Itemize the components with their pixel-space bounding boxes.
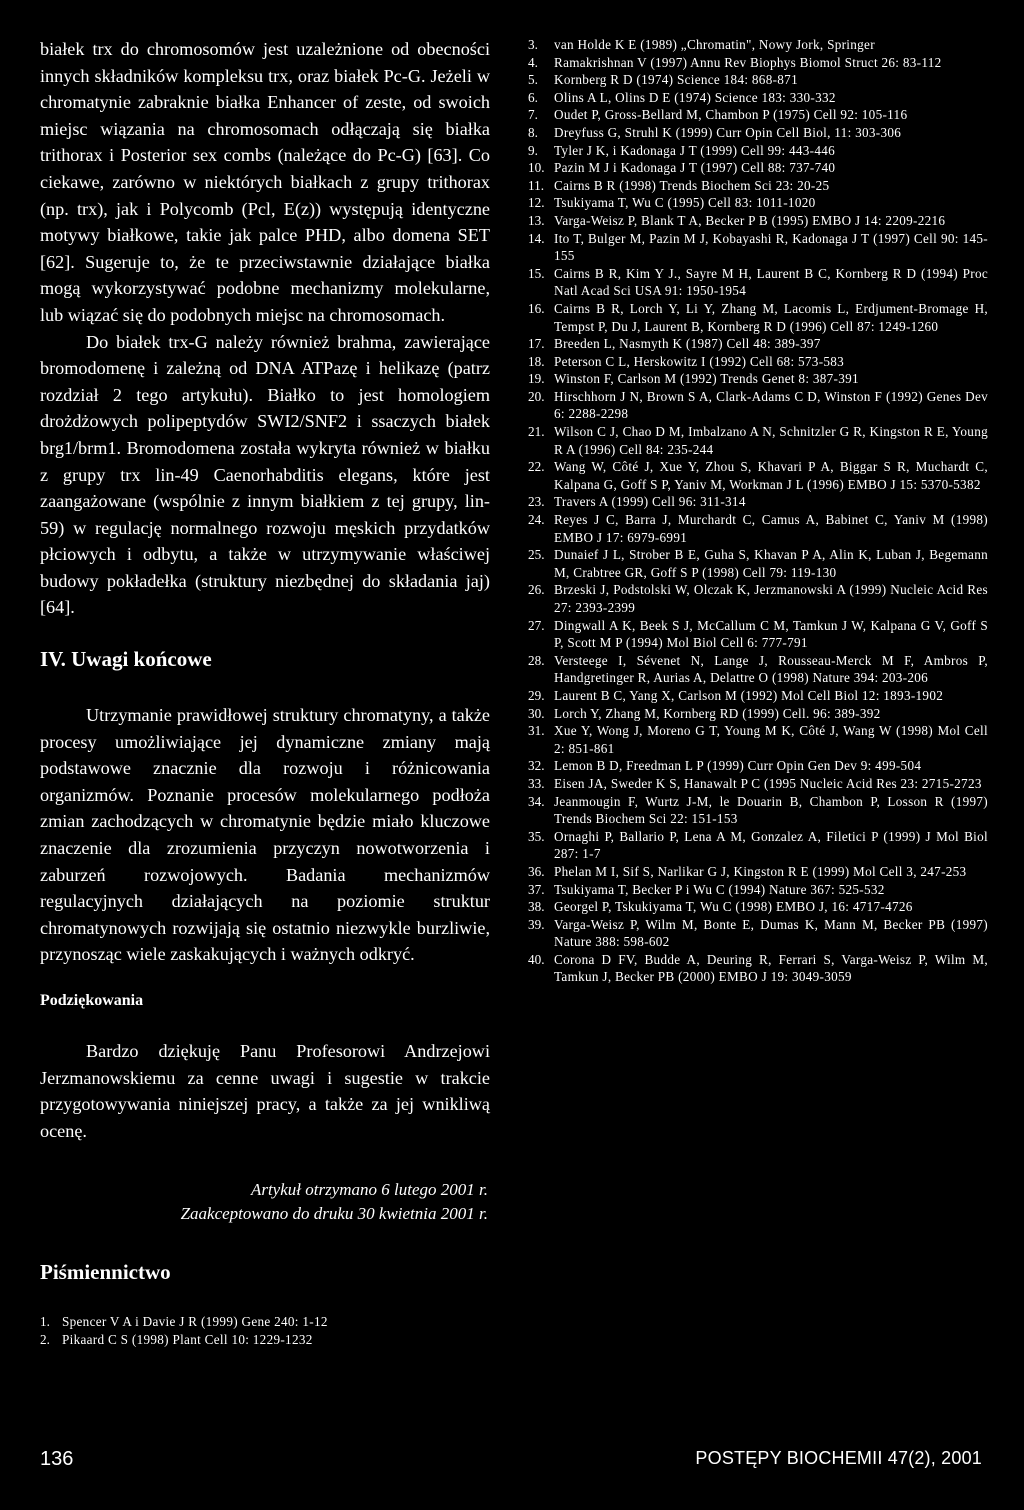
reference-text: Oudet P, Gross-Bellard M, Chambon P (1975) Cell 92: 105-116 [554, 107, 908, 123]
reference-text: Wilson C J, Chao D M, Imbalzano A N, Schnitzler G R, Kingston R E, Young R A (1996) Cell 84: 235-244 [554, 424, 988, 457]
reference-item [528, 493, 988, 511]
reference-text: Tsukiyama T, Wu C (1995) Cell 83: 1011-1020 [554, 195, 816, 211]
reference-item [528, 300, 988, 335]
reference-item [528, 212, 988, 230]
reference-number: 8. [528, 124, 538, 140]
reference-number: 3. [528, 37, 538, 52]
reference-number: 34. [528, 793, 545, 809]
reference-text: Ornaghi P, Ballario P, Lena A M, Gonzalez A, Filetici P (1999) J Mol Biol 287: 1-7 [554, 828, 988, 862]
acknowledgements-paragraph: Bardzo dziękuję Panu Profesorowi Andrzejowi Jerzmanowskiemu za cenne uwagi i sugestie w trakcie przygotowywania niniejszej pracy, a także za jej wnikliwą ocenę. [40, 1041, 490, 1141]
reference-item [528, 265, 988, 300]
reference-item [528, 36, 988, 54]
reference-text: Wang W, Côté J, Xue Y, Zhou S, Khavari P A, Biggar S R, Muchardt C, Kalpana G, Goff S P, Yaniv M, Workman J L (1996) EMBO J 15: 5370-5382 [554, 459, 988, 492]
reference-item [40, 1331, 490, 1349]
reference-item [528, 124, 988, 142]
received-date: Artykuł otrzymano 6 lutego 2001 r. [250, 1180, 488, 1200]
reference-text: Cairns B R (1998) Trends Biochem Sci 23: 20-25 [554, 177, 830, 193]
reference-text: Kornberg R D (1974) Science 184: 868-871 [554, 72, 798, 88]
reference-text: Reyes J C, Barra J, Murchardt C, Camus A, Babinet C, Yaniv M (1998) EMBO J 17: 6979-6991 [554, 512, 988, 545]
received-note [40, 1178, 490, 1226]
reference-text: Xue Y, Wong J, Moreno G T, Young M K, Côté J, Wang W (1998) Mol Cell 2: 851-861 [554, 723, 988, 756]
reference-number: 26. [528, 582, 545, 598]
reference-number: 13. [528, 212, 545, 228]
reference-number: 28. [528, 652, 545, 668]
accepted-date: Zaakceptowano do druku 30 kwietnia 2001 r. [180, 1204, 488, 1224]
reference-text: Lemon B D, Freedman L P (1999) Curr Opin Gen Dev 9: 499-504 [554, 758, 922, 774]
page-number: 136 [40, 1448, 74, 1470]
reference-text: Tyler J K, i Kadonaga J T (1999) Cell 99: 443-446 [554, 142, 836, 158]
reference-number: 24. [528, 512, 545, 528]
left-column [40, 36, 490, 1349]
reference-item [528, 370, 988, 388]
reference-text: Phelan M I, Sif S, Narlikar G J, Kingston R E (1999) Mol Cell 3, 247-253 [554, 863, 967, 879]
reference-text: Tsukiyama T, Becker P i Wu C (1994) Nature 367: 525-532 [554, 881, 885, 897]
reference-item [528, 335, 988, 353]
reference-number: 37. [528, 881, 545, 897]
reference-item [528, 194, 988, 212]
reference-text: Georgel P, Tskukiyama T, Wu C (1998) EMBO J, 16: 4717-4726 [554, 899, 913, 915]
reference-text: Lorch Y, Zhang M, Kornberg RD (1999) Cell. 96: 389-392 [554, 705, 881, 721]
reference-text: Eisen JA, Sweder K S, Hanawalt P C (1995 Nucleic Acid Res 23: 2715-2723 [554, 775, 982, 791]
reference-text: Winston F, Carlson M (1992) Trends Genet 8: 387-391 [554, 371, 859, 387]
reference-item [528, 581, 988, 616]
reference-text: Corona D FV, Budde A, Deuring R, Ferrari S, Varga-Weisz P, Wilm M, Tamkun J, Becker PB (2000) EMBO J 19: 3049-3059 [554, 951, 988, 985]
reference-item [528, 71, 988, 89]
references-heading: Piśmiennictwo [40, 1260, 171, 1285]
reference-number: 21. [528, 424, 545, 440]
reference-text: Laurent B C, Yang X, Carlson M (1992) Mol Cell Biol 12: 1893-1902 [554, 687, 944, 703]
reference-item [528, 458, 988, 493]
reference-item [528, 142, 988, 160]
reference-text: Varga-Weisz P, Blank T A, Becker P B (1995) EMBO J 14: 2209-2216 [554, 212, 946, 228]
reference-text: Hirschhorn J N, Brown S A, Clark-Adams C D, Winston F (1992) Genes Dev 6: 2288-2298 [554, 388, 988, 422]
reference-number: 31. [528, 723, 545, 739]
body-paragraph: białek trx do chromosomów jest uzależnione od obecności innych składników kompleksu trx, oraz białek Pc-G. Jeżeli w chromatynie zabraknie białka Enhancer of zeste, od swoich miejsc wiązania na chromosomach odłączają się białka trithorax i Posterior sex combs (należące do Pc-G) [63]. Co ciekawe, zarówno w niektórych białkach z grupy trithorax (np. trx), jak i Polycomb (Pcl, E(z)) występują identyczne motywy białkowe, takie jak palce PHD, albo domena SET [62]. Sugeruje to, że te przeciwstawnie działające białka mogą wykorzystywać podobne mechanizmy molekularne, lub wiązać się do podobnych miejsc na chromosomach. [40, 39, 490, 325]
right-column [528, 36, 988, 986]
reference-number: 16. [528, 300, 545, 316]
reference-text: Ramakrishnan V (1997) Annu Rev Biophys Biomol Struct 26: 83-112 [554, 54, 942, 70]
reference-item [528, 617, 988, 652]
reference-item [528, 388, 988, 423]
reference-text: Olins A L, Olins D E (1974) Science 183: 330-332 [554, 89, 836, 105]
reference-text: Ito T, Bulger M, Pazin M J, Kobayashi R, Kadonaga J T (1997) Cell 90: 145-155 [554, 230, 988, 264]
reference-number: 40. [528, 951, 545, 967]
reference-number: 29. [528, 687, 545, 703]
reference-number: 2. [40, 1331, 50, 1347]
reference-number: 17. [528, 336, 545, 352]
reference-number: 19. [528, 371, 545, 387]
reference-item [528, 106, 988, 124]
reference-item [528, 828, 988, 863]
body-paragraph: Do białek trx-G należy również brahma, zawierające bromodomenę i zależną od DNA ATPazę i helikazę (patrz rozdział 2 tego artykułu). Białko to jest homologiem drożdżowych polipeptydów SWI2/SNF2 i ssaczych białek brg1/brm1. Bromodomena została wykryta również w białku z grupy trx lin-49 Caenorhabditis elegans, które jest zaangażowane (wspólnie z innym białkiem z tej grupy, lin-59) w regulację normalnego rozwoju męskich przydatków płciowych i odbytu, a także w utrzymywanie właściwej budowy pokładełka (struktury niezbędnej do składania jaj) [64]. [40, 331, 490, 618]
reference-number: 12. [528, 195, 545, 211]
reference-item [528, 159, 988, 177]
reference-number: 7. [528, 107, 538, 123]
reference-item [528, 705, 988, 723]
references-list-right [528, 36, 988, 986]
reference-item [528, 511, 988, 546]
reference-number: 35. [528, 828, 545, 844]
reference-text: Dunaief J L, Strober B E, Guha S, Khavan P A, Alin K, Luban J, Begemann M, Crabtree GR, Goff S P (1998) Cell 79: 119-130 [554, 547, 988, 580]
reference-number: 33. [528, 775, 545, 791]
reference-text: Versteege I, Sévenet N, Lange J, Rousseau-Merck M F, Ambros P, Handgretinger R, Aurias A, Delattre O (1998) Nature 394: 203-206 [554, 652, 988, 686]
reference-text: Breeden L, Nasmyth K (1987) Cell 48: 389-397 [554, 336, 821, 352]
reference-number: 1. [40, 1314, 50, 1330]
reference-item [528, 775, 988, 793]
reference-item [528, 652, 988, 687]
reference-number: 11. [528, 177, 544, 193]
reference-item [528, 898, 988, 916]
reference-number: 5. [528, 72, 538, 88]
reference-item [528, 89, 988, 107]
reference-item [528, 353, 988, 371]
reference-item [528, 177, 988, 195]
reference-item [528, 687, 988, 705]
reference-number: 10. [528, 160, 545, 176]
reference-item [528, 951, 988, 986]
reference-number: 27. [528, 617, 545, 633]
reference-text: Varga-Weisz P, Wilm M, Bonte E, Dumas K, Mann M, Becker PB (1997) Nature 388: 598-602 [554, 916, 988, 950]
reference-number: 30. [528, 705, 545, 721]
journal-footer: POSTĘPY BIOCHEMII 47(2), 2001 [695, 1448, 982, 1468]
reference-text: Spencer V A i Davie J R (1999) Gene 240: 1-12 [62, 1314, 328, 1330]
reference-text: Peterson C L, Herskowitz I (1992) Cell 68: 573-583 [554, 353, 845, 369]
reference-number: 20. [528, 388, 545, 404]
reference-number: 23. [528, 494, 545, 510]
reference-item [528, 230, 988, 265]
reference-item [528, 916, 988, 951]
reference-text: Cairns B R, Lorch Y, Li Y, Zhang M, Lacomis L, Erdjument-Bromage H, Tempst P, Du J, Laurent B, Kornberg R D (1996) Cell 87: 1249-1260 [554, 300, 988, 334]
reference-number: 18. [528, 353, 545, 369]
reference-item [528, 423, 988, 458]
reference-number: 22. [528, 459, 545, 475]
reference-item [528, 757, 988, 775]
reference-number: 14. [528, 230, 545, 246]
reference-text: Cairns B R, Kim Y J., Sayre M H, Laurent B C, Kornberg R D (1994) Proc Natl Acad Sci USA 91: 1950-1954 [554, 265, 988, 299]
references-list-left [40, 1313, 490, 1348]
acknowledgements-heading: Podziękowania [40, 992, 144, 1009]
reference-text: Jeanmougin F, Wurtz J-M, le Douarin B, Chambon P, Losson R (1997) Trends Biochem Sci 22: 151-153 [554, 793, 988, 827]
reference-text: Dreyfuss G, Struhl K (1999) Curr Opin Cell Biol, 11: 303-306 [554, 124, 902, 140]
reference-text: van Holde K E (1989) „Chromatin", Nowy Jork, Springer [554, 37, 875, 52]
reference-number: 39. [528, 916, 545, 932]
reference-item [528, 722, 988, 757]
reference-number: 4. [528, 54, 538, 70]
reference-text: Dingwall A K, Beek S J, McCallum C M, Tamkun J W, Kalpana G V, Goff S P, Scott M P (1994) Mol Biol Cell 6: 777-791 [554, 617, 988, 651]
section-heading: IV. Uwagi końcowe [40, 647, 212, 672]
reference-item [40, 1313, 490, 1331]
body-paragraph: Utrzymanie prawidłowej struktury chromatyny, a także procesy umożliwiające jej dynamiczne zmiany mają podstawowe znacznie dla rozwoju i różnicowania organizmów. Poznanie procesów molekularnego podłoża zmian zachodzących w chromatynie będzie miało kluczowe znaczenie dla zrozumienia przyczyn nowotworzenia i zaburzeń rozwojowych. Badania mechanizmów regulacyjnych działających na poziomie struktur chromatynowych rozwijają się ostatnio niezwykle burzliwie, przynosząc wiele zaskakujących i ważnych odkryć. [40, 705, 490, 965]
reference-number: 25. [528, 547, 545, 563]
reference-text: Travers A (1999) Cell 96: 311-314 [554, 494, 746, 510]
reference-item [528, 54, 988, 72]
reference-item [528, 546, 988, 581]
reference-item [528, 881, 988, 899]
reference-text: Pikaard C S (1998) Plant Cell 10: 1229-1232 [62, 1331, 313, 1347]
reference-item [528, 793, 988, 828]
reference-number: 9. [528, 142, 538, 158]
reference-number: 15. [528, 265, 545, 281]
reference-number: 32. [528, 758, 545, 774]
reference-text: Pazin M J i Kadonaga J T (1997) Cell 88: 737-740 [554, 160, 836, 176]
reference-item [528, 863, 988, 881]
reference-number: 36. [528, 863, 545, 879]
reference-number: 38. [528, 899, 545, 915]
reference-number: 6. [528, 89, 538, 105]
reference-text: Brzeski J, Podstolski W, Olczak K, Jerzmanowski A (1999) Nucleic Acid Res 27: 2393-2399 [554, 582, 988, 615]
